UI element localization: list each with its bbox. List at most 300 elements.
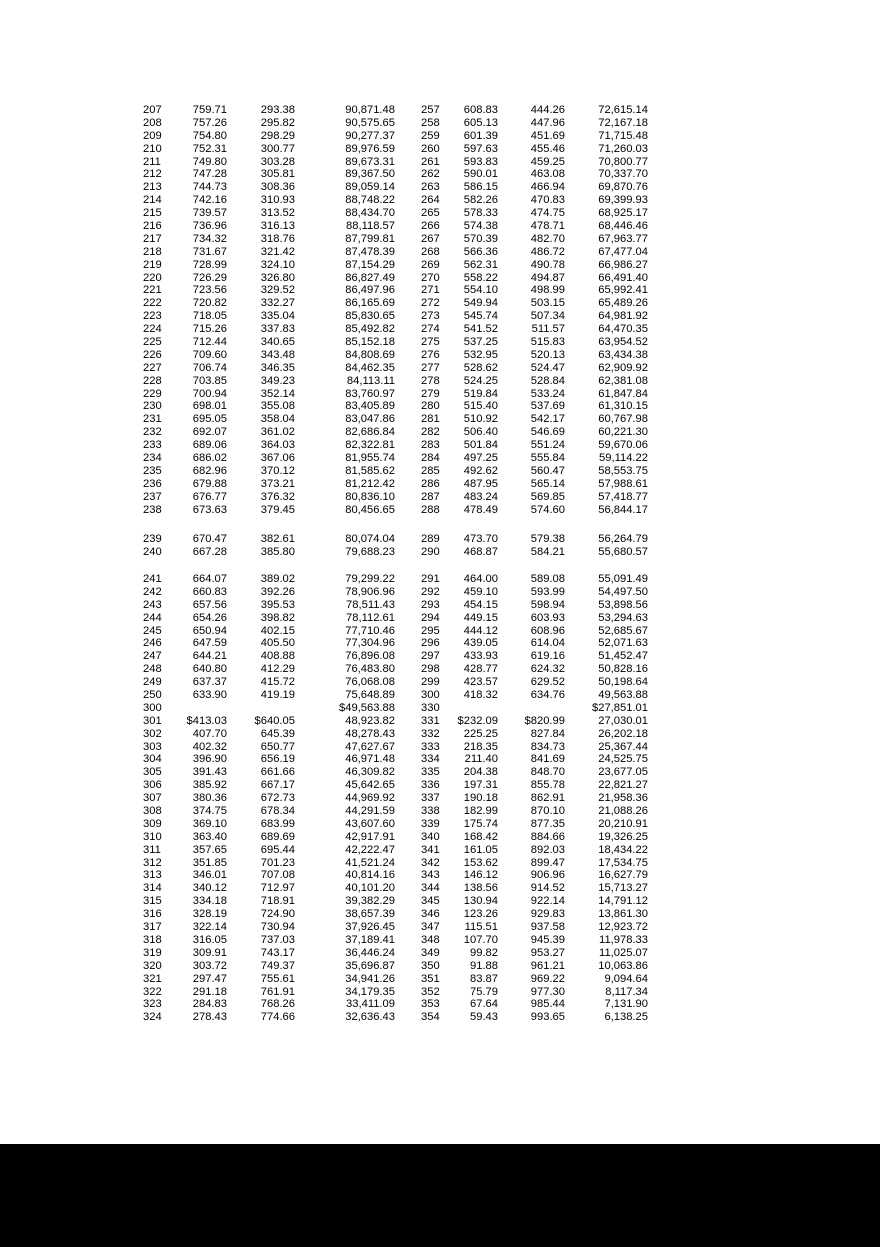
payment-principal-cell: 197.31 [463,779,498,792]
payment-principal-cell: 554.10 [463,284,498,297]
payment-interest-cell: 774.66 [260,1011,295,1024]
table-row [0,400,880,413]
payment-principal-cell: 396.90 [192,753,227,766]
payment-interest-cell: 560.47 [530,464,565,477]
payment-number-cell: 263 [421,181,440,194]
payment-principal-cell: 123.26 [463,908,498,921]
balance-cell: 80,074.04 [345,533,395,545]
payment-principal-cell: 374.75 [192,805,227,818]
payment-interest-cell: 415.72 [260,676,295,689]
payment-principal-cell: 582.26 [463,194,498,207]
payment-number-cell: 302 [143,727,162,740]
payment-interest-cell: 969.22 [530,972,565,985]
payment-interest-cell: 402.15 [260,624,295,637]
balance-cell: 76,068.08 [345,676,395,689]
payment-number-cell: 301 [143,714,162,727]
table-row [0,586,880,599]
table-row [0,895,880,908]
payment-interest-cell: 528.84 [530,374,565,387]
payment-number-cell: 282 [421,426,440,439]
payment-number-cell: 250 [143,689,162,702]
table-row [0,998,880,1011]
balance-cell: 65,489.26 [598,297,648,310]
payment-principal-cell: 597.63 [463,142,498,155]
table-row [0,753,880,766]
payment-number-cell: 307 [143,792,162,805]
table-row [0,375,880,388]
balance-cell: 84,808.69 [345,348,395,361]
payment-principal-cell: 566.36 [463,245,498,258]
payment-interest-cell: 619.16 [530,650,565,663]
payment-number-cell: 245 [143,624,162,637]
table-row [0,947,880,960]
payment-number-cell: 313 [143,869,162,882]
payment-number-cell: 349 [421,946,440,959]
balance-cell: 83,405.89 [345,400,395,413]
payment-number-cell: 235 [143,464,162,477]
payment-principal-cell: 759.71 [192,104,227,116]
payment-interest-cell: 945.39 [530,933,565,946]
payment-interest-cell: 593.99 [530,585,565,598]
balance-cell: 64,981.92 [598,310,648,323]
table-row [0,857,880,870]
payment-number-cell: 352 [421,985,440,998]
payment-number-cell: 246 [143,637,162,650]
balance-cell: 68,925.17 [598,207,648,220]
payment-principal-cell: 99.82 [470,946,498,959]
payment-principal-cell: 720.82 [192,297,227,310]
table-row [0,805,880,818]
payment-number-cell: 237 [143,490,162,503]
payment-principal-cell: 676.77 [192,490,227,503]
balance-cell: 18,434.22 [598,843,648,856]
balance-cell: 39,382.29 [345,895,395,908]
balance-cell: 87,799.81 [345,232,395,245]
payment-principal-cell: 418.32 [463,689,498,702]
payment-number-cell: 226 [143,348,162,361]
payment-interest-cell: 749.37 [260,959,295,972]
payment-principal-cell: 593.83 [463,155,498,168]
payment-interest-cell: 349.23 [260,374,295,387]
balance-cell: 89,673.31 [345,155,395,168]
payment-interest-cell: 834.73 [530,740,565,753]
payment-principal-cell: 423.57 [463,676,498,689]
payment-interest-cell: 929.83 [530,908,565,921]
payment-interest-cell: 318.76 [260,232,295,245]
balance-cell: 86,497.96 [345,284,395,297]
table-row [0,272,880,285]
payment-principal-cell: 532.95 [463,348,498,361]
table-row [0,220,880,233]
payment-interest-cell: 870.10 [530,805,565,818]
balance-cell: 54,497.50 [598,585,648,598]
payment-number-cell: 353 [421,998,440,1011]
payment-principal-cell: 487.95 [463,477,498,490]
balance-cell: 70,800.77 [598,155,648,168]
payment-number-cell: 320 [143,959,162,972]
payment-principal-cell: 291.18 [192,985,227,998]
payment-number-cell: 284 [421,452,440,465]
payment-interest-cell: 295.82 [260,116,295,129]
payment-number-cell: 296 [421,637,440,650]
payment-principal-cell: 464.00 [463,573,498,585]
payment-principal-cell: 695.05 [192,413,227,426]
payment-interest-cell: 683.99 [260,817,295,830]
payment-principal-cell: 605.13 [463,116,498,129]
payment-principal-cell: 369.10 [192,817,227,830]
table-row [0,908,880,921]
payment-interest-cell: 737.03 [260,933,295,946]
payment-interest-cell: 305.81 [260,168,295,181]
payment-interest-cell: 337.83 [260,323,295,336]
payment-interest-cell: 300.77 [260,142,295,155]
table-row [0,689,880,702]
balance-cell: 46,309.82 [345,766,395,779]
payment-principal-cell: 679.88 [192,477,227,490]
payment-interest-cell: 324.10 [260,258,295,271]
balance-cell: 57,988.61 [598,477,648,490]
table-row [0,831,880,844]
table-row [0,207,880,220]
payment-number-cell: 347 [421,921,440,934]
balance-cell: 79,688.23 [345,545,395,558]
payment-interest-cell: 511.57 [531,323,565,336]
payment-principal-cell: 204.38 [463,766,498,779]
payment-number-cell: 231 [143,413,162,426]
payment-number-cell: 334 [421,753,440,766]
balance-cell: 78,906.96 [345,585,395,598]
payment-interest-cell: 370.12 [260,464,295,477]
payment-principal-cell: 712.44 [192,336,227,349]
payment-principal-cell: 574.38 [463,220,498,233]
balance-cell: 27,030.01 [598,714,648,727]
balance-cell: 47,627.67 [345,740,395,753]
balance-cell: 88,118.57 [346,220,395,233]
payment-interest-cell: 718.91 [260,895,295,908]
payment-principal-cell: 706.74 [192,361,227,374]
payment-number-cell: 242 [143,585,162,598]
payment-number-cell: 298 [421,663,440,676]
balance-cell: 83,760.97 [345,387,395,400]
balance-cell: 70,337.70 [598,168,648,181]
table-row [0,882,880,895]
table-row [0,104,880,117]
payment-principal-cell: 278.43 [192,1011,227,1024]
balance-cell: 12,923.72 [598,921,648,934]
payment-number-cell: 272 [421,297,440,310]
table-row [0,715,880,728]
payment-interest-cell: 608.96 [530,624,565,637]
payment-interest-cell: 470.83 [530,194,565,207]
payment-interest-cell: 308.36 [260,181,295,194]
payment-interest-cell: 743.17 [260,946,295,959]
balance-cell: 71,715.48 [598,129,648,142]
payment-interest-cell: 768.26 [260,998,295,1011]
payment-number-cell: 346 [421,908,440,921]
payment-interest-cell: 533.24 [530,387,565,400]
balance-cell: 62,909.92 [598,361,648,374]
balance-cell: 55,680.57 [598,545,648,558]
table-row [0,663,880,676]
payment-interest-cell: 463.08 [530,168,565,181]
payment-number-cell: 350 [421,959,440,972]
payment-principal-cell: 67.64 [470,998,498,1011]
payment-interest-cell: 707.08 [260,869,295,882]
payment-principal-cell: 168.42 [463,830,498,843]
payment-principal-cell: 510.92 [463,413,498,426]
payment-interest-cell: 298.29 [260,129,295,142]
payment-principal-cell: 322.14 [192,921,227,934]
payment-number-cell: 217 [143,232,162,245]
payment-principal-cell: 667.28 [192,545,227,558]
payment-principal-cell: 601.39 [463,129,498,142]
payment-interest-cell: 937.58 [530,921,565,934]
payment-number-cell: 211 [143,155,161,168]
balance-cell: 86,827.49 [345,271,395,284]
balance-cell: 13,861.30 [598,908,648,921]
payment-number-cell: 299 [421,676,440,689]
payment-interest-cell: 329.52 [260,284,295,297]
payment-number-cell: 300 [143,701,162,714]
table-row [0,573,880,586]
table-row [0,702,880,715]
table-row [0,599,880,612]
balance-cell: 64,470.35 [598,323,648,336]
payment-interest-cell: 914.52 [530,882,565,895]
payment-principal-cell: 478.49 [463,503,498,516]
payment-interest-cell: 408.88 [260,650,295,663]
payment-principal-cell: 153.62 [463,856,498,869]
balance-cell: 87,154.29 [345,258,395,271]
balance-cell: 89,367.50 [345,168,395,181]
payment-interest-cell: 332.27 [260,297,295,310]
payment-number-cell: 308 [143,805,162,818]
balance-cell: 90,277.37 [345,129,395,142]
payment-interest-cell: 419.19 [260,689,295,702]
payment-number-cell: 270 [421,271,440,284]
balance-cell: 7,131.90 [604,998,648,1011]
balance-cell: 34,179.35 [345,985,395,998]
payment-interest-cell: 364.03 [260,439,295,452]
payment-number-cell: 317 [143,921,162,934]
balance-cell: 89,976.59 [345,142,395,155]
balance-cell: 69,399.93 [598,194,648,207]
payment-principal-cell: 303.72 [192,959,227,972]
payment-interest-cell: 656.19 [260,753,295,766]
payment-principal-cell: $232.09 [457,714,498,727]
balance-cell: 11,025.07 [599,946,648,959]
payment-interest-cell: 555.84 [530,452,565,465]
table-section [0,104,880,517]
payment-principal-cell: 698.01 [192,400,227,413]
payment-number-cell: 286 [421,477,440,490]
payment-interest-cell: 624.32 [530,663,565,676]
payment-number-cell: 303 [143,740,162,753]
balance-cell: 25,367.44 [598,740,648,753]
balance-cell: 82,322.81 [345,439,395,452]
payment-number-cell: 281 [421,413,440,426]
payment-number-cell: 292 [421,585,440,598]
balance-cell: 57,418.77 [598,490,648,503]
balance-cell: 48,923.82 [345,714,395,727]
payment-principal-cell: 703.85 [192,374,227,387]
payment-principal-cell: 449.15 [463,611,498,624]
balance-cell: 56,264.79 [598,533,648,545]
table-row [0,413,880,426]
payment-interest-cell: 313.52 [260,207,295,220]
payment-number-cell: 345 [421,895,440,908]
balance-cell: 78,511.43 [346,598,395,611]
table-row [0,439,880,452]
table-section [0,533,880,559]
table-row [0,284,880,297]
payment-principal-cell: 59.43 [470,1011,498,1024]
payment-principal-cell: 83.87 [470,972,498,985]
payment-interest-cell: 515.83 [530,336,565,349]
payment-interest-cell: 293.38 [260,104,295,116]
payment-interest-cell: 906.96 [530,869,565,882]
payment-number-cell: 216 [143,220,162,233]
payment-interest-cell: 761.91 [260,985,295,998]
balance-cell: 81,585.62 [345,464,395,477]
payment-number-cell: 283 [421,439,440,452]
payment-principal-cell: 562.31 [463,258,498,271]
payment-interest-cell: 695.44 [260,843,295,856]
payment-number-cell: 257 [421,104,440,116]
payment-number-cell: 340 [421,830,440,843]
payment-number-cell: 332 [421,727,440,740]
balance-cell: 23,677.05 [598,766,648,779]
payment-principal-cell: 225.25 [463,727,498,740]
table-row [0,533,880,546]
payment-principal-cell: 537.25 [463,336,498,349]
payment-number-cell: 295 [421,624,440,637]
table-row [0,362,880,375]
payment-interest-cell: 877.35 [530,817,565,830]
payment-interest-cell: 376.32 [260,490,295,503]
balance-cell: 76,483.80 [345,663,395,676]
balance-cell: 72,167.18 [598,116,648,129]
balance-cell: 42,917.91 [345,830,395,843]
payment-number-cell: 318 [143,933,162,946]
payment-interest-cell: 603.93 [530,611,565,624]
balance-cell: 84,462.35 [345,361,395,374]
payment-number-cell: 219 [143,258,162,271]
balance-cell: 41,521.24 [345,856,395,869]
payment-interest-cell: 848.70 [530,766,565,779]
payment-number-cell: 341 [421,843,440,856]
payment-interest-cell: 466.94 [530,181,565,194]
payment-number-cell: 285 [421,464,440,477]
balance-cell: 68,446.46 [598,220,648,233]
balance-cell: 75,648.89 [345,689,395,702]
payment-interest-cell: $820.99 [524,714,565,727]
bottom-black-bar [0,1144,880,1247]
payment-interest-cell: 678.34 [260,805,295,818]
payment-interest-cell: 367.06 [260,452,295,465]
payment-principal-cell: 190.18 [463,792,498,805]
payment-number-cell: 324 [143,1011,162,1024]
balance-cell: 59,670.06 [598,439,648,452]
payment-interest-cell: 503.15 [530,297,565,310]
payment-principal-cell: 501.84 [463,439,498,452]
balance-cell: 44,969.92 [345,792,395,805]
balance-cell: 9,094.64 [604,972,648,985]
balance-cell: 26,202.18 [598,727,648,740]
payment-number-cell: 277 [421,361,440,374]
balance-cell: 11,978.33 [599,933,648,946]
payment-interest-cell: 755.61 [260,972,295,985]
payment-principal-cell: 428.77 [463,663,498,676]
table-row [0,546,880,559]
payment-number-cell: 287 [421,490,440,503]
payment-number-cell: 213 [143,181,162,194]
payment-principal-cell: 670.47 [192,533,227,545]
payment-interest-cell: 542.17 [530,413,565,426]
balance-cell: 36,446.24 [345,946,395,959]
payment-principal-cell: 647.59 [192,637,227,650]
payment-number-cell: 321 [143,972,162,985]
payment-principal-cell: 380.36 [192,792,227,805]
table-row [0,973,880,986]
balance-cell: 87,478.39 [345,245,395,258]
payment-number-cell: 289 [421,533,440,545]
payment-number-cell: 297 [421,650,440,663]
payment-principal-cell: 545.74 [463,310,498,323]
table-row [0,637,880,650]
table-row [0,844,880,857]
table-row [0,426,880,439]
payment-number-cell: 267 [421,232,440,245]
payment-principal-cell: 549.94 [463,297,498,310]
table-row [0,388,880,401]
table-row [0,818,880,831]
table-row [0,168,880,181]
balance-cell: 38,657.39 [345,908,395,921]
payment-number-cell: 244 [143,611,162,624]
payment-number-cell: 236 [143,477,162,490]
payment-number-cell: 339 [421,817,440,830]
payment-principal-cell: 660.83 [192,585,227,598]
payment-principal-cell: 519.84 [463,387,498,400]
payment-number-cell: 240 [143,545,162,558]
payment-interest-cell: 498.99 [530,284,565,297]
balance-cell: 52,071.63 [598,637,648,650]
balance-cell: 80,836.10 [345,490,395,503]
payment-number-cell: 312 [143,856,162,869]
payment-number-cell: 209 [143,129,162,142]
payment-interest-cell: 899.47 [530,856,565,869]
balance-cell: 84,113.11 [346,374,395,387]
payment-number-cell: 243 [143,598,162,611]
payment-principal-cell: 640.80 [192,663,227,676]
payment-number-cell: 336 [421,779,440,792]
balance-cell: 53,898.56 [598,598,648,611]
payment-interest-cell: 841.69 [530,753,565,766]
payment-interest-cell: 482.70 [530,232,565,245]
table-row [0,921,880,934]
table-row [0,960,880,973]
balance-cell: 10,063.86 [598,959,648,972]
payment-principal-cell: 686.02 [192,452,227,465]
balance-cell: 63,434.38 [598,348,648,361]
payment-interest-cell: 379.45 [260,503,295,516]
payment-principal-cell: 700.94 [192,387,227,400]
payment-principal-cell: 728.99 [192,258,227,271]
payment-interest-cell: 565.14 [530,477,565,490]
table-row [0,297,880,310]
balance-cell: 17,534.75 [598,856,648,869]
